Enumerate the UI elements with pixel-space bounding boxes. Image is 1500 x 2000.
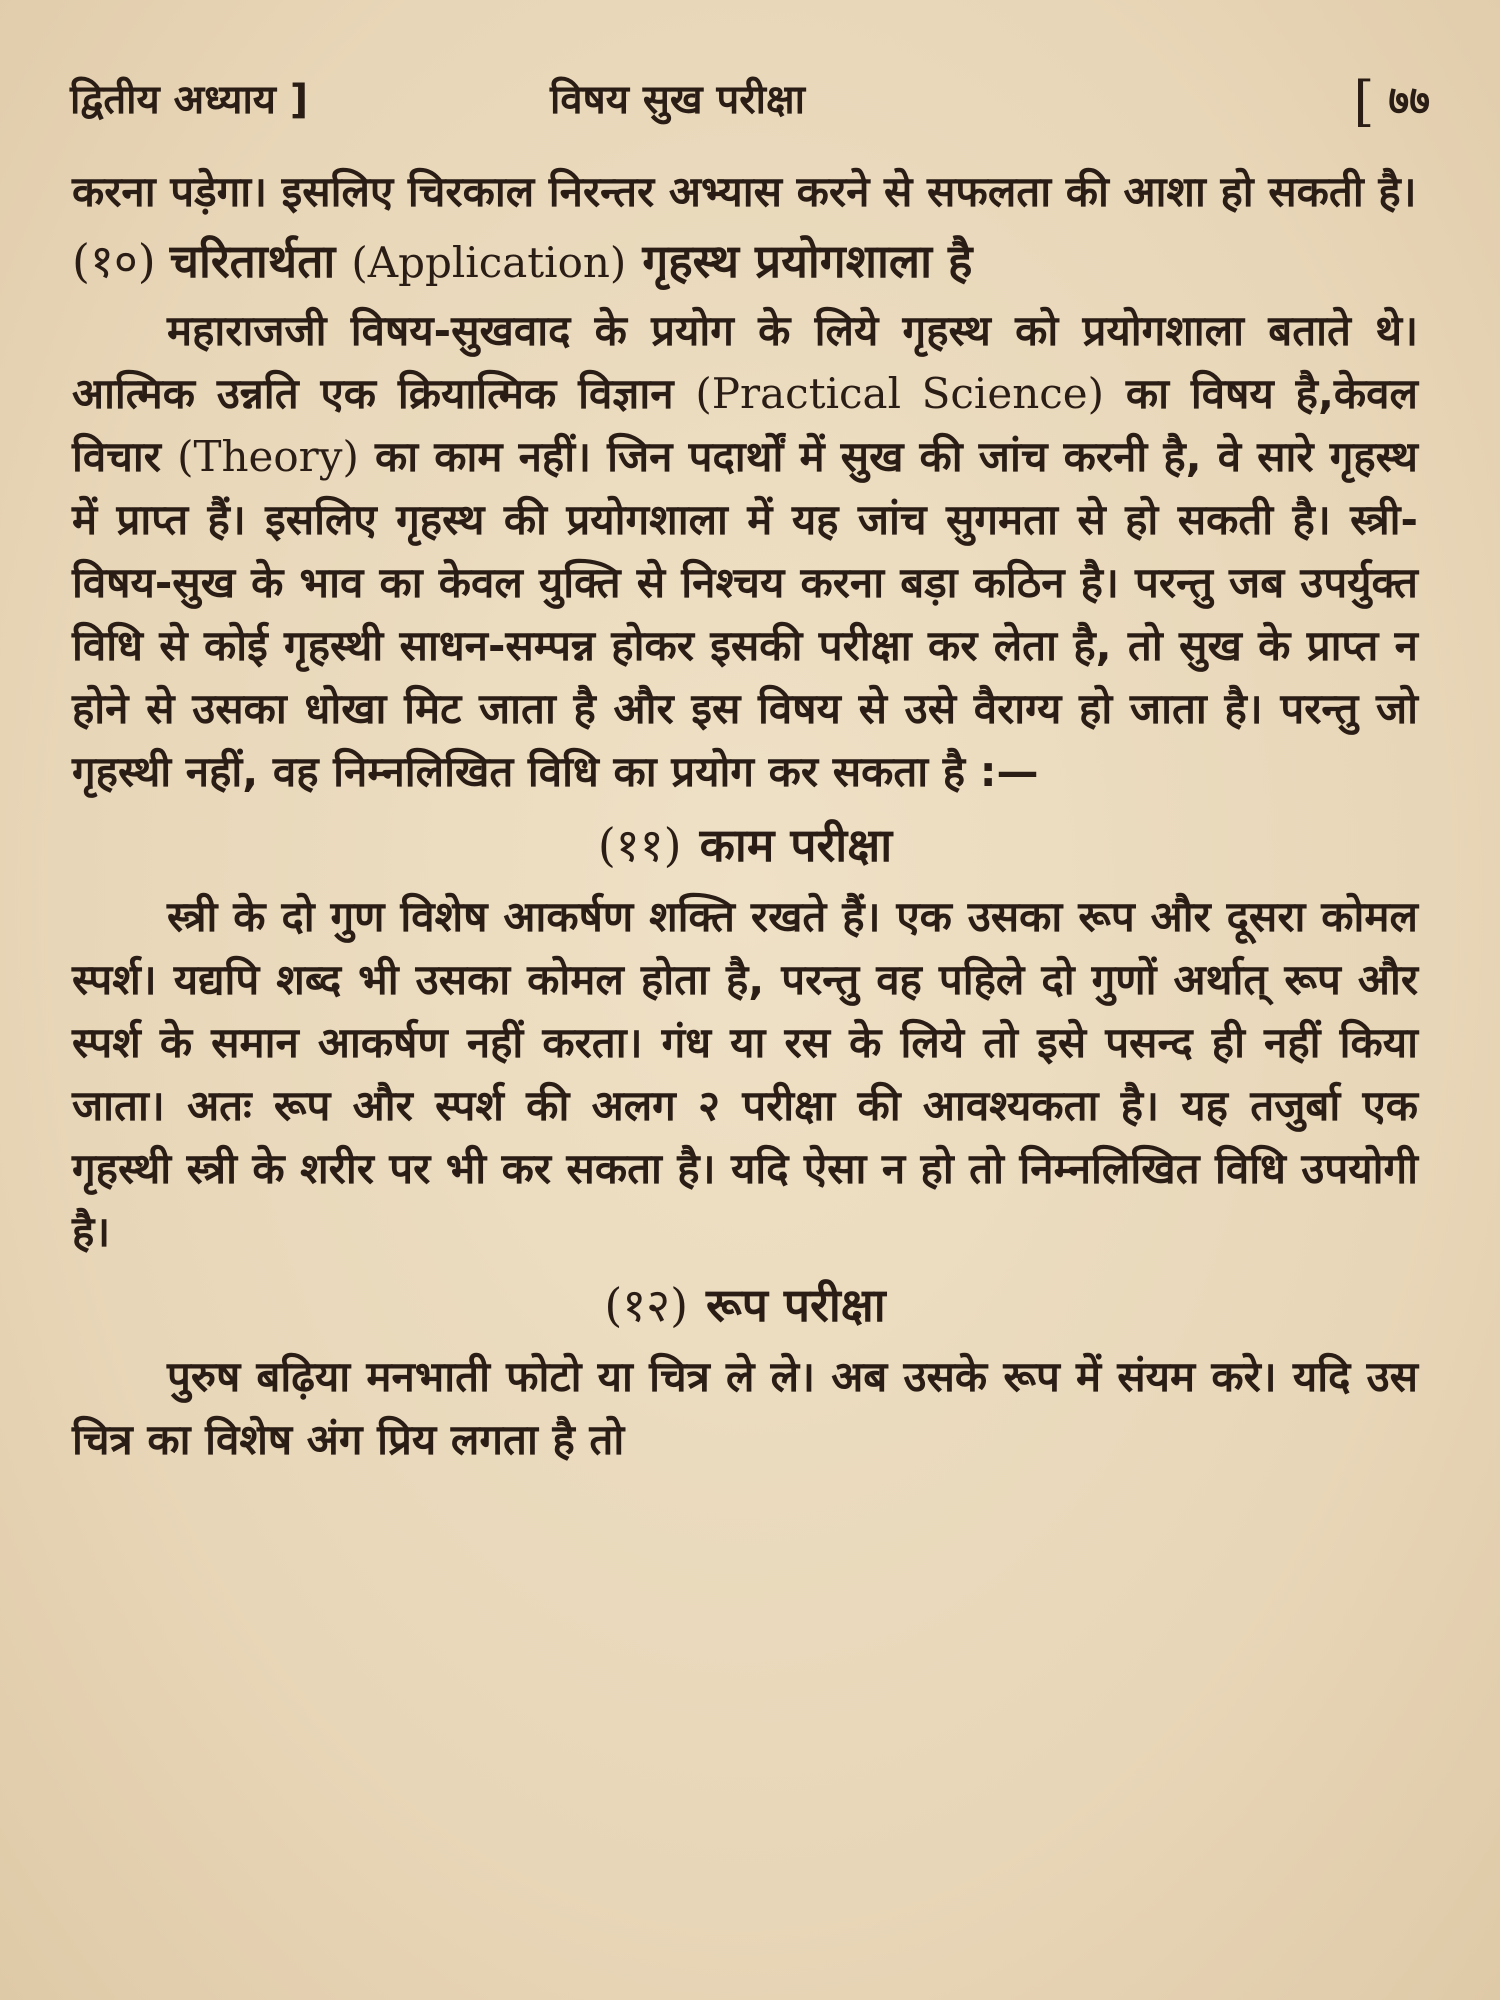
- section-title-11: काम परीक्षा: [699, 818, 893, 872]
- paragraph-kama-pariksha: स्त्री के दो गुण विशेष आकर्षण शक्ति रखते हैं। एक उसका रूप और दूसरा कोमल स्पर्श। यद्यपि शब्द भी उसका कोमल होता है, परन्तु वह पहिले दो गुणों अर्थात् रूप और स्पर्श के समान आकर्षण नहीं करता। गंध या रस के लिये तो इसे पसन्द ही नहीं किया जाता। अतः रूप और स्पर्श की अलग २ परीक्षा की आवश्यकता है। यह तजुर्बा एक गृहस्थी स्त्री के शरीर पर भी कर सकता है। यदि ऐसा न हो तो निम्नलिखित विधि उपयोगी है।: [72, 892, 1418, 1256]
- section-subtitle: गृहस्थ प्रयोगशाला है: [642, 234, 973, 288]
- paragraph-roop-pariksha: पुरुष बढ़िया मनभाती फोटो या चित्र ले ले। अब उसके रूप में संयम करे। यदि उस चित्र का विशेष अंग प्रिय लगता है तो: [72, 1352, 1418, 1464]
- paragraph-continuation: करना पड़ेगा। इसलिए चिरकाल निरन्तर अभ्यास करने से सफलता की आशा हो सकती है।: [72, 167, 1417, 216]
- section-title-english: (Application): [351, 238, 627, 287]
- section-heading-10: [72, 225, 1418, 299]
- section-title-hindi: चरितार्थता: [169, 234, 336, 288]
- paragraph-application-part-b: का विषय है,केवल विचार: [72, 369, 1419, 481]
- paragraph-application: [72, 299, 1418, 803]
- english-term-practical-science: (Practical Science): [695, 369, 1105, 418]
- section-heading-12: [72, 1269, 1418, 1341]
- section-number-10: (१०): [72, 234, 156, 288]
- section-title-12: रूप परीक्षा: [706, 1278, 886, 1332]
- running-title: विषय सुख परीक्षा: [550, 77, 806, 123]
- section-heading-11: [72, 809, 1418, 881]
- chapter-label: द्वितीय अध्याय ]: [70, 77, 309, 123]
- page-number: ७७: [1388, 78, 1430, 124]
- section-number-12: (१२): [604, 1278, 689, 1332]
- running-header: [70, 58, 1430, 138]
- paragraph-application-part-c: का काम नहीं। जिन पदार्थों में सुख की जांच करनी है, वे सारे गृहस्थ में प्राप्त हैं। इसलिए गृहस्थ की प्रयोगशाला में यह जांच सुगमता से हो सकती है। स्त्री-विषय-सुख के भाव का केवल युक्ति से निश्चय करना बड़ा कठिन है। परन्तु जब उपर्युक्त विधि से कोई गृहस्थी साधन-सम्पन्न होकर इसकी परीक्षा कर लेता है, तो सुख के प्राप्त न होने से उसका धोखा मिट जाता है और इस विषय से उसे वैराग्य हो जाता है। परन्तु जो गृहस्थी नहीं, वह निम्नलिखित विधि का प्रयोग कर सकता है :—: [72, 432, 1419, 796]
- english-term-theory: (Theory): [177, 432, 359, 481]
- page-number-block: [1353, 70, 1430, 133]
- paragraph-application-part-a: महाराजजी विषय-सुखवाद के प्रयोग के लिये गृहस्थ को प्रयोगशाला बताते थे। आत्मिक उन्नति एक क्रियात्मिक विज्ञान: [72, 306, 1418, 418]
- page-bracket: [: [1353, 70, 1375, 133]
- page-body: [72, 160, 1418, 1471]
- section-number-11: (११): [597, 818, 682, 872]
